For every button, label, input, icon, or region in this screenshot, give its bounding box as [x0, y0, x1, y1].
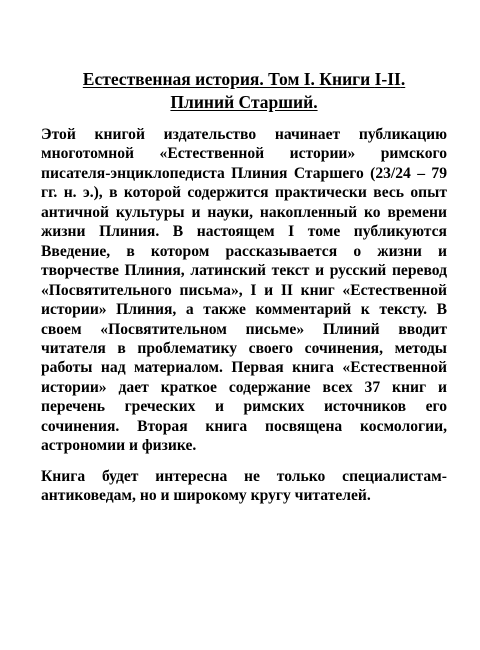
document-title [41, 68, 447, 114]
title-line-1-suffix: . [400, 69, 406, 89]
audience-paragraph: Книга будет интересна не только специалистам-антиковедам, но и широкому кругу читателей. [41, 467, 447, 505]
title-line-1-prefix: Естественная история. Том I. Книги [82, 69, 375, 89]
title-highlight: I-II [374, 69, 401, 89]
document-page [41, 68, 447, 506]
title-line-1 [41, 68, 447, 91]
title-line-2: Плиний Старший. [170, 92, 318, 112]
description-paragraph: Этой книгой издательство начинает публикацию многотомной «Естественной истории» римского писателя-энциклопедиста Плиния Старшего (23/24 – 79 гг. н. э.), в которой содержится практически весь опыт античной культуры и науки, накопленный ко времени жизни Плиния. В настоящем I томе публикуются Введение, в котором рассказывается о жизни и творчестве Плиния, латинский текст и русский перевод «Посвятительного письма», I и II книг «Естественной истории» Плиния, а также комментарий к тексту. В своем «Посвятительном письме» Плиний вводит читателя в проблематику своего сочинения, методы работы над материалом. Первая книга «Естественной истории» дает краткое содержание всех 37 книг и перечень греческих и римских источников его сочинения. Вторая книга посвящена космологии, астрономии и физике. [41, 126, 447, 455]
